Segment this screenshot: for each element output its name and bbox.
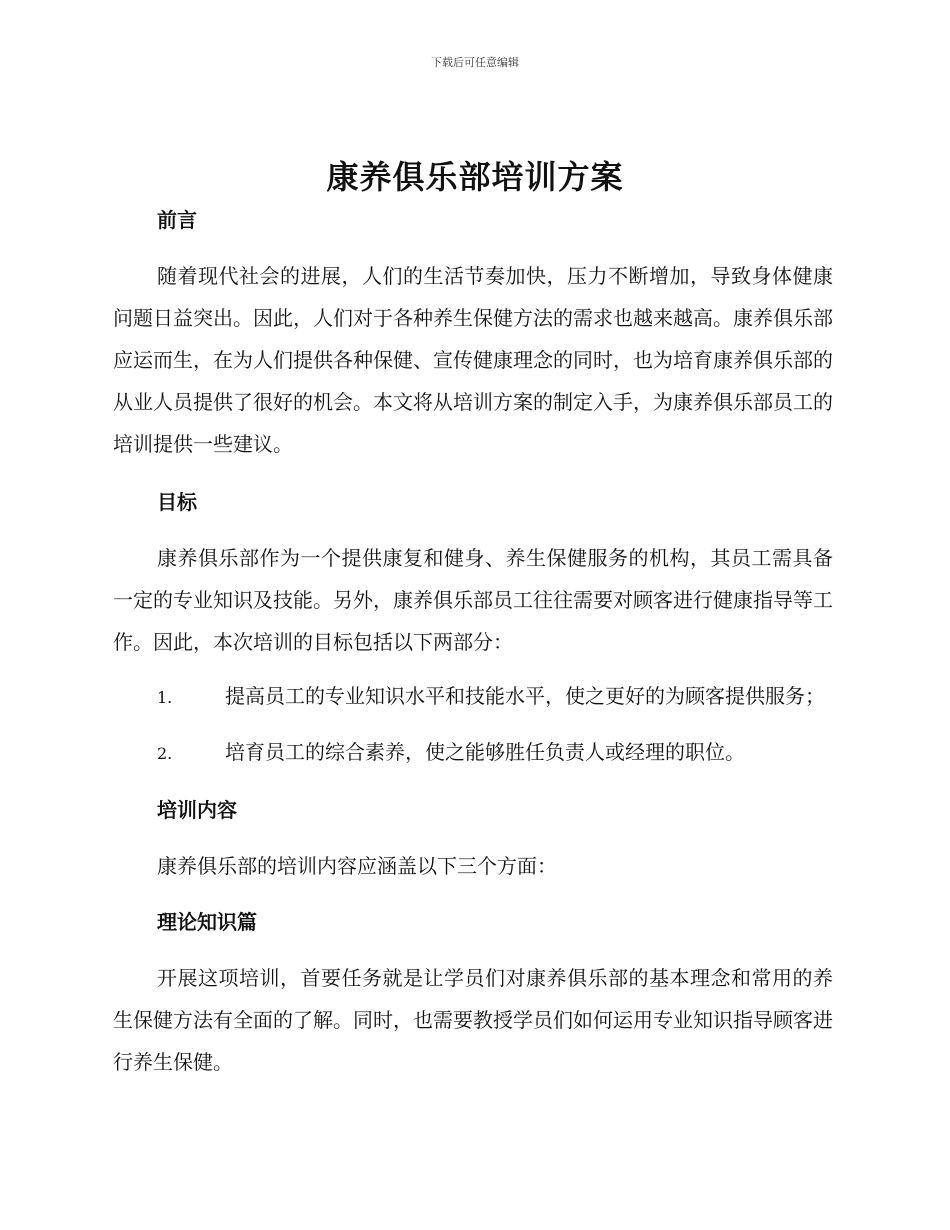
paragraph-preface: 随着现代社会的进展，人们的生活节奏加快，压力不断增加，导致身体健康问题日益突出。因此，人们对于各种养生保健方法的需求也越来越高。康养俱乐部应运而生，在为人们提供各种保健、宣传健康理念的同时，也为培育康养俱乐部的从业人员提供了很好的机会。本文将从培训方案的制定入手，为康养俱乐部员工的培训提供一些建议。 — [113, 264, 833, 456]
section-heading-preface: 前言 — [157, 208, 197, 232]
section-heading-content: 培训内容 — [157, 798, 237, 822]
document-body — [113, 205, 833, 1083]
list-item — [113, 675, 833, 719]
paragraph-goals: 康养俱乐部作为一个提供康复和健身、养生保健服务的机构，其员工需具备一定的专业知识及技能。另外，康养俱乐部员工往往需要对顾客进行健康指导等工作。因此，本次培训的目标包括以下两部分： — [113, 546, 833, 654]
list-item-number: 2. — [157, 744, 173, 763]
section-heading-theory: 理论知识篇 — [157, 910, 257, 934]
list-item — [113, 731, 833, 775]
paragraph-theory: 开展这项培训，首要任务就是让学员们对康养俱乐部的基本理念和常用的养生保健方法有全面的了解。同时，也需要教授学员们如何运用专业知识指导顾客进行养生保健。 — [113, 966, 833, 1074]
section-heading-goals: 目标 — [157, 490, 197, 514]
list-item-text: 提高员工的专业知识水平和技能水平，使之更好的为顾客提供服务； — [225, 684, 825, 708]
list-item-text: 培育员工的综合素养，使之能够胜任负责人或经理的职位。 — [225, 740, 745, 764]
paragraph-content: 康养俱乐部的培训内容应涵盖以下三个方面： — [157, 854, 557, 878]
header-note: 下载后可任意编辑 — [431, 56, 519, 69]
document-title: 康养俱乐部培训方案 — [326, 158, 624, 196]
list-item-number: 1. — [157, 688, 173, 707]
